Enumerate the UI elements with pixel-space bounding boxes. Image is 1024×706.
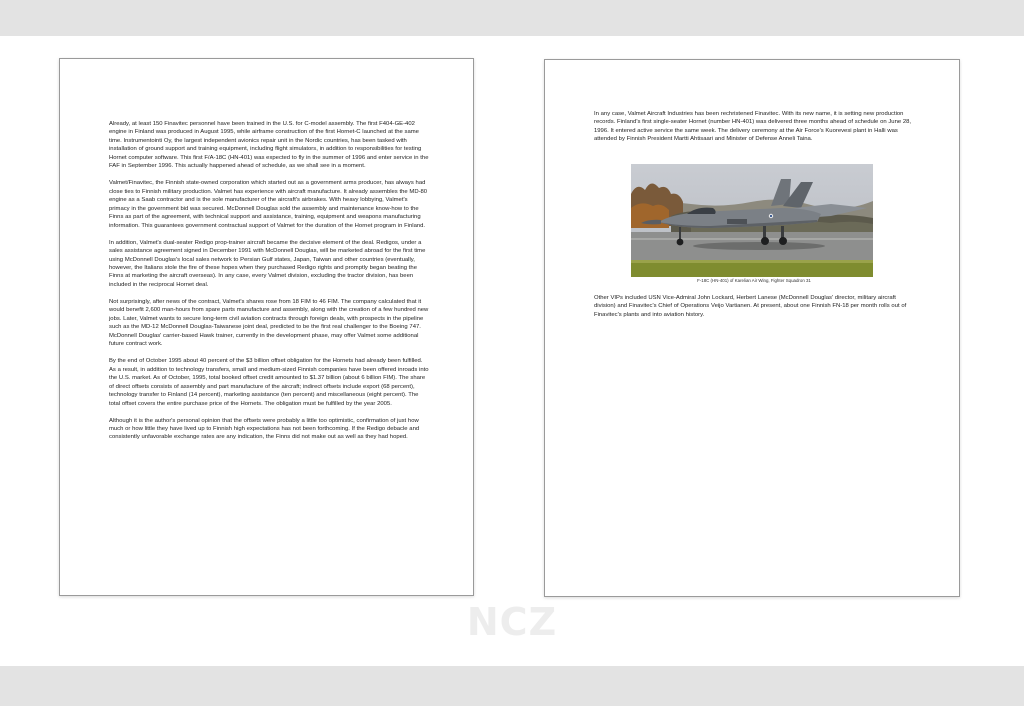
- figure-caption: F-18C (HN-401) of Karelian Air Wing, Fighter Squadron 31: [697, 278, 811, 283]
- left-page-text: [109, 120, 429, 451]
- paragraph: By the end of October 1995 about 40 percent of the $3 billion offset obligation for the Hornets had already been fulfilled. As a result, in addition to technology transfers, small and medium-sized Finnish companies have been offered inroads into the U.S. market. As of October, 1995, total booked offset credit amounted to $1.37 billion (about 6 billion FIM). The share of direct offsets consists of assembly and part manufacture of the aircraft; indirect offsets include export (68 percent), technology transfer to Finland (14 percent), marketing assistance (ten percent) and miscellaneous (eight percent). The total offset covers the entire purchase price of the Hornets. The obligation must be fulfilled by the year 2005.: [109, 358, 429, 407]
- paragraph: In any case, Valmet Aircraft Industries has been rechristened Finavitec. With its new name, it is setting new production records. Finland's first single-seater Hornet (number HN-401) was delivered three months ahead of schedule on June 28, 1996. It entered active service the same week. The delivery ceremony at the Air Force's Kuorevesi plant in Halli was attended by Finnish President Martti Ahtisaari and Minister of Defense Anneli Taina.: [594, 111, 912, 143]
- bottom-status-area: [0, 666, 1024, 706]
- paragraph: Other VIPs included USN Vice-Admiral John Lockard, Herbert Lanese (McDonnell Douglas' director, military aircraft division) and Finavitec's Chief of Operations Veijo Vartianen. At present, about one Finnish FN-18 per month rolls out of Finavitec's plants and into aviation history.: [594, 295, 907, 318]
- right-page-text-top: [594, 110, 914, 152]
- paragraph: Already, at least 150 Finavitec personnel have been trained in the U.S. for C-model assembly. The first F404-GE-402 engine in Finland was produced in August 1995, while airframe construction of the first Hornet-C launched at the same time. Instrumentointi Oy, the largest independent avionics repair unit in the Nordic countries, has been tasked with installation of ground support and training equipment, including flight simulators, in addition to responsibilities for testing Hornet computer software. This first F/A-18C (HN-401) was expected to fly in the summer of 1996 and enter service in the FAF in September 1996. This actually happened ahead of schedule, as we shall see in a moment.: [109, 121, 429, 170]
- watermark-logo: NCZ: [466, 600, 558, 644]
- top-toolbar-area: [0, 0, 1024, 36]
- jet-fighter-photo: [631, 164, 873, 277]
- paragraph: Not surprisingly, after news of the contract, Valmet's shares rose from 18 FIM to 46 FIM. The company calculated that it would benefit 2,600 man-hours from spare parts manufacture and assembly, along with the creation of a few hundred new jobs. Later, Valmet wants to secure long-term civil aviation contracts through foreign deals, with prospects in the pipeline such as the MD-12 McDonnell Douglas-Taiwanese joint deal, predicted to be the first real challenger to the Boeing 747. McDonnell Douglas' carrier-based Hawk trainer, currently in the development phase, may offer Valmet some additional future contract work.: [109, 298, 429, 348]
- paragraph: Although it is the author's personal opinion that the offsets were probably a little too optimistic, confirmation of just how much or how little they have lived up to Finnish high expectations has not been forthcoming. If the Redigo debacle and consistently unfavorable exchange rates are any indication, the Finns did not make out as well as they had hoped.: [109, 417, 420, 441]
- document-page-left: [59, 58, 474, 596]
- right-page-text-bottom: [594, 294, 914, 328]
- paragraph: Valmet/Finavitec, the Finnish state-owned corporation which started out as a government arms producer, has always had close ties to Finnish military production. Valmet has experience with aircraft manufacture. It already assembles the MD-80 engine as a Saab contractor and is the sole manufacturer of the aircraft's airbrakes. With heavy lobbying, Valmet's primacy in the government bid was secured. McDonnell Douglas sold the assembly and maintenance know-how to the Finns as part of the agreement, with technical support and assistance, training, equipment and weapons manufacturing information. This guarantees government contractual support of Valmet for the duration of the Hornet program in Finland.: [109, 180, 428, 229]
- document-page-right: [544, 59, 960, 597]
- paragraph: In addition, Valmet's dual-seater Redigo prop-trainer aircraft became the decisive element of the deal. Redigos, under a sales assistance agreement signed in December 1991 with McDonnell Douglas, will be marketed abroad for the first time using McDonnell Douglas's local sales network to Persian Gulf states, Japan, Taiwan and other countries (eventually, however, the Italians stole the fire of these hopes when they purchased Redigo rights and promptly began beating the Finns at marketing the aircraft overseas). In any case, every Valmet division, excluding the tractor division, has been included in the reciprocal Hornet deal.: [109, 239, 426, 288]
